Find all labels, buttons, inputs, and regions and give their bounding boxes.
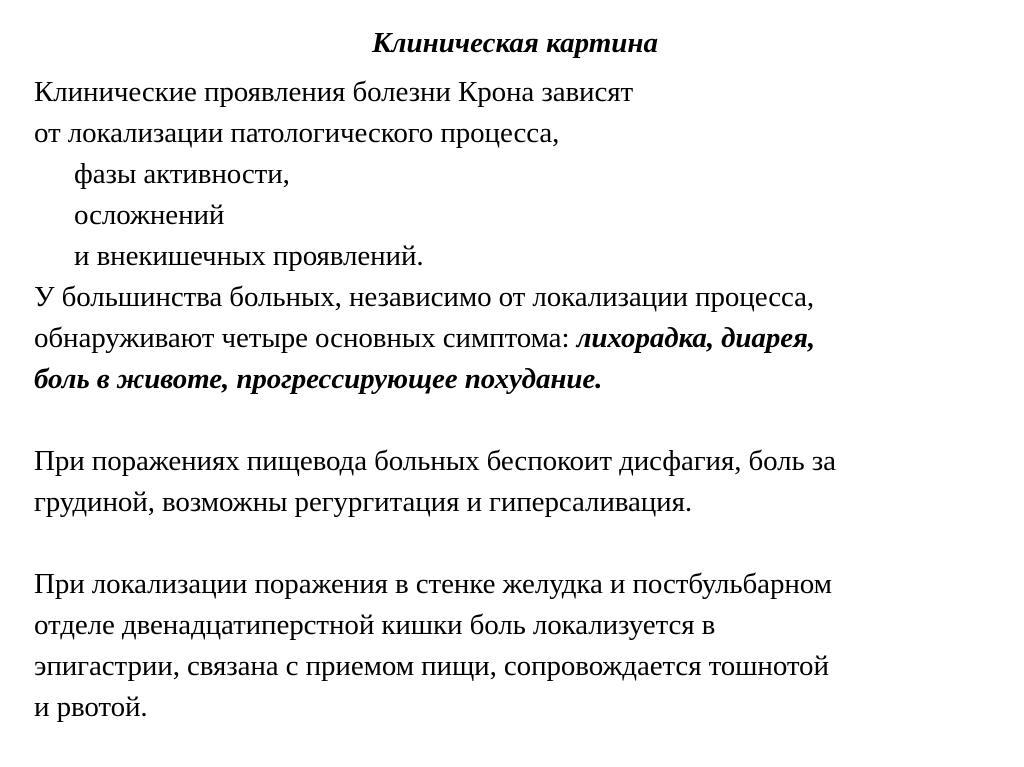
slide-title xyxy=(0,26,1024,60)
text-line-11: При локализации поражения в стенке желудка и постбульбарном xyxy=(34,568,832,600)
text-line-4: осложнений xyxy=(74,199,225,231)
text-line-13: эпигастрии, связана с приемом пищи, сопровождается тошнотой xyxy=(34,650,829,682)
text-line-1: Клинические проявления болезни Крона зависят xyxy=(34,76,634,108)
text-line-5: и внекишечных проявлений. xyxy=(74,240,424,272)
symptoms-emphasis-1: лихорадка, диарея, xyxy=(576,322,815,354)
text-line-6: У большинства больных, независимо от локализации процесса, xyxy=(34,281,815,313)
paragraph-gap-1 xyxy=(34,400,994,441)
paragraph-gap-2 xyxy=(34,523,994,564)
text-line-12: отделе двенадцатиперстной кишки боль локализуется в xyxy=(34,609,716,641)
text-line-7-plain: обнаруживают четыре основных симптома: xyxy=(34,322,577,354)
symptoms-emphasis-2: боль в животе, прогрессирующее похудание. xyxy=(34,363,603,395)
text-line-2: от локализации патологического процесса, xyxy=(34,117,560,149)
text-line-9: При поражениях пищевода больных беспокоит дисфагия, боль за xyxy=(34,445,836,477)
text-line-7 xyxy=(34,318,994,359)
text-line-14: и рвотой. xyxy=(34,691,148,723)
slide-title-text: Клиническая картина xyxy=(371,27,659,59)
text-line-10: грудиной, возможны регургитация и гиперсаливация. xyxy=(34,486,692,518)
text-line-3: фазы активности, xyxy=(74,158,290,190)
slide-body xyxy=(34,72,994,728)
